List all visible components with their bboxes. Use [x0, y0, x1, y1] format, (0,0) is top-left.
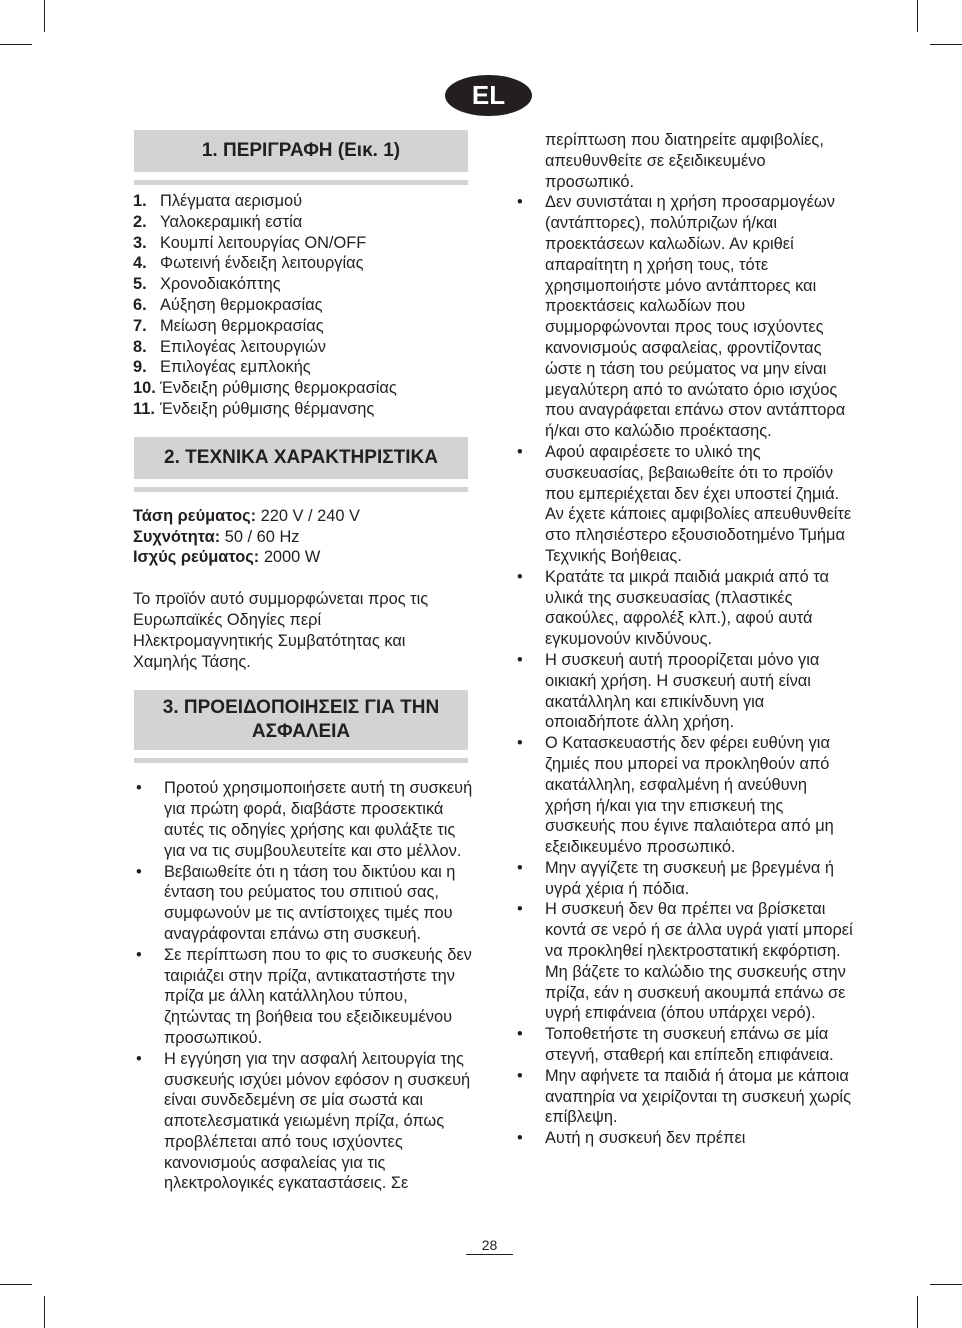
list-item	[133, 295, 473, 316]
spec-label: Τάση ρεύματος:	[133, 506, 257, 525]
list-item	[133, 1049, 473, 1195]
list-item	[133, 316, 473, 337]
item-text: Ο Κατασκευαστής δεν φέρει ευθύνη για ζημιές που μπορεί να προκληθούν από ακατάλληλη, εσφαλμένη ή ανεύθυνη χρήση ή/και για την επισκευή της συσκευής που έγινε παλαιότερα από μη εξειδικευμένο προσωπικό.	[545, 734, 834, 857]
page-number: 28	[466, 1237, 513, 1255]
item-text: Ένδειξη ρύθμισης θέρμανσης	[160, 399, 375, 418]
list-item	[133, 337, 473, 358]
item-number: 8.	[133, 337, 147, 356]
bullet-icon: •	[136, 779, 142, 798]
list-item	[514, 1128, 854, 1149]
item-text: Τοποθετήστε τη συσκευή επάνω σε μία στεγνή, σταθερή και επίπεδη επιφάνεια.	[545, 1025, 834, 1065]
crop-mark	[0, 1284, 32, 1285]
item-number: 10.	[133, 379, 156, 398]
list-item-continuation	[514, 130, 854, 192]
bullet-icon: •	[517, 1025, 523, 1044]
item-text: Βεβαιωθείτε ότι η τάση του δικτύου και η ένταση του ρεύματος του σπιτιού σας, συμφωνούν με τις αντίστοιχες τιμές που αναγράφονται επάνω στη συσκευή.	[164, 862, 456, 943]
section-header-specs: 2. ΤΕΧΝΙΚΑ ΧΑΡΑΚΤΗΡΙΣΤΙΚΑ	[134, 437, 468, 479]
bullet-icon: •	[517, 1129, 523, 1148]
item-number: 7.	[133, 316, 147, 335]
left-column	[133, 130, 473, 1194]
item-text: Φωτεινή ένδειξη λειτουργίας	[160, 254, 364, 273]
bullet-icon: •	[517, 1066, 523, 1085]
spec-power	[133, 547, 473, 568]
section-header-safety	[134, 690, 468, 750]
item-number: 6.	[133, 295, 147, 314]
parts-list	[133, 191, 473, 420]
item-text: Επιλογέας λειτουργιών	[160, 337, 326, 356]
safety-list-right	[514, 130, 854, 1149]
item-text: Σε περίπτωση που το φις το συσκευής δεν ταιριάζει στην πρίζα, αντικαταστήστε την πρίζα με άλλη κατάλληλου τύπου, ζητώντας τη βοήθεια του εξειδικευμένου προσωπικού.	[164, 945, 472, 1047]
list-item	[514, 899, 854, 1024]
spec-label: Συχνότητα:	[133, 527, 221, 546]
bullet-icon: •	[136, 862, 142, 881]
item-text: Προτού χρησιμοποιήσετε αυτή τη συσκευή για πρώτη φορά, διαβάστε προσεκτικά αυτές τις οδηγίες χρήσης και φυλάξτε τις για να τις συμβουλευτείτε και στο μέλλον.	[164, 779, 473, 860]
list-item	[514, 650, 854, 733]
item-text: Ένδειξη ρύθμισης θερμοκρασίας	[160, 379, 397, 398]
bullet-icon: •	[517, 650, 523, 669]
bullet-icon: •	[517, 858, 523, 877]
list-item	[514, 567, 854, 650]
list-item	[133, 212, 473, 233]
spec-value: 220 V / 240 V	[260, 506, 360, 525]
list-item	[514, 1066, 854, 1128]
bullet-icon: •	[136, 945, 142, 964]
bullet-icon: •	[517, 900, 523, 919]
crop-mark	[930, 44, 962, 45]
item-text: Μην αγγίζετε τη συσκευή με βρεγμένα ή υγρά χέρια ή πόδια.	[545, 858, 835, 898]
section-divider	[134, 758, 468, 763]
item-text: Αύξηση θερμοκρασίας	[160, 295, 323, 314]
language-badge: EL	[445, 75, 532, 116]
list-item	[133, 945, 473, 1049]
item-text: περίπτωση που διατηρείτε αμφιβολίες, απευθυνθείτε σε εξειδικευμένο προσωπικό.	[545, 131, 824, 191]
spec-label: Ισχύς ρεύματος:	[133, 548, 260, 567]
spec-voltage	[133, 506, 473, 527]
specs-block	[133, 506, 473, 568]
item-number: 2.	[133, 212, 147, 231]
item-text: Χρονοδιακόπτης	[160, 275, 281, 294]
safety-title-line2: ΑΣΦΑΛΕΙΑ	[251, 721, 351, 743]
safety-title-line1: 3. ΠΡΟΕΙΔΟΠΟΙΗΣΕΙΣ ΓΙΑ ΤΗΝ	[162, 697, 440, 719]
list-item	[514, 192, 854, 442]
item-text: Η συσκευή δεν θα πρέπει να βρίσκεται κοντά σε νερό ή σε άλλα υγρά γιατί μπορεί να προκληθεί ηλεκτροστατική εκφόρτιση. Μη βάζετε το καλώδιο της συσκευής στην πρίζα, εάν η συσκευή ακουμπά επάνω σε υγρή επιφάνεια (όπου υπάρχει νερό).	[545, 900, 853, 1023]
item-number: 11.	[133, 399, 155, 418]
list-item	[133, 862, 473, 945]
crop-mark	[0, 44, 32, 45]
list-item	[514, 733, 854, 858]
bullet-icon: •	[517, 442, 523, 461]
list-item	[133, 274, 473, 295]
item-text: Υαλοκεραμική εστία	[160, 212, 303, 231]
section-header-description: 1. ΠΕΡΙΓΡΑΦΗ (Εικ. 1)	[134, 130, 468, 172]
item-text: Δεν συνιστάται η χρήση προσαρμογέων (αντάπτορες), πολύπριζων ή/και προεκτάσεων καλωδίων. Αν κριθεί απαραίτητη η χρήση τους, τότε χρησιμοποιήστε μόνο αντάπτορες και προεκτάσεις καλωδίων που συμμορφώνονται προς τους ισχύοντες κανονισμούς ασφαλείας, φροντίζοντας ώστε η τάση του ρεύματος να μην είναι μεγαλύτερη από το ανώτατο όριο ισχύος που αναγράφεται επάνω στον αντάπτορα ή/και στο καλώδιο προέκτασης.	[545, 193, 846, 441]
item-text: Επιλογέας εμπλοκής	[160, 358, 311, 377]
bullet-icon: •	[517, 734, 523, 753]
bullet-icon: •	[517, 567, 523, 586]
spec-frequency	[133, 527, 473, 548]
compliance-text: Το προϊόν αυτό συμμορφώνεται προς τις Ευρωπαϊκές Οδηγίες περί Ηλεκτρομαγνητικής Συμβατότητας και Χαμηλής Τάσης.	[133, 590, 429, 671]
item-text: Πλέγματα αερισμού	[160, 192, 303, 210]
crop-mark	[917, 1296, 918, 1328]
item-number: 1.	[133, 192, 147, 210]
item-text: Η εγγύηση για την ασφαλή λειτουργία της συσκευής ισχύει μόνον εφόσον η συσκευή είναι συνδεδεμένη σε μία σωστά και αποτελεσματικά γειωμένη πρίζα, όπως προβλέπεται από τους ισχύοντες κανονισμούς ασφαλείας για τις ηλεκτρολογικές εγκαταστάσεις. Σε	[164, 1049, 471, 1193]
bullet-icon: •	[136, 1049, 142, 1068]
list-item	[514, 442, 854, 567]
item-number: 4.	[133, 254, 147, 273]
item-number: 3.	[133, 233, 147, 252]
item-text: Μην αφήνετε τα παιδιά ή άτομα με κάποια αναπηρία να χειρίζονται τη συσκευή χωρίς επίβλεψη.	[545, 1066, 851, 1127]
spec-value: 50 / 60 Hz	[224, 527, 300, 546]
list-item	[133, 253, 473, 274]
list-item	[133, 778, 473, 861]
item-text: Κρατάτε τα μικρά παιδιά μακριά από τα υλικά της συσκευασίας (πλαστικές σακούλες, αφρολέξ κλπ.), αφού αυτά εγκυμονούν κινδύνους.	[545, 567, 829, 649]
list-item	[133, 191, 473, 212]
section-divider	[134, 487, 468, 492]
crop-mark	[44, 1296, 45, 1328]
right-column	[514, 130, 854, 1149]
item-text: Κουμπί λειτουργίας ON/OFF	[160, 233, 367, 252]
safety-list-left	[133, 778, 473, 1194]
bullet-icon: •	[517, 193, 523, 212]
list-item	[514, 858, 854, 900]
crop-mark	[917, 0, 918, 32]
item-number: 5.	[133, 275, 147, 294]
item-number: 9.	[133, 358, 147, 377]
section-divider	[134, 180, 468, 185]
list-item	[133, 399, 473, 420]
item-text: Αυτή η συσκευή δεν πρέπει	[545, 1129, 746, 1148]
list-item	[133, 233, 473, 254]
list-item	[514, 1024, 854, 1066]
crop-mark	[44, 0, 45, 32]
item-text: Αφού αφαιρέσετε το υλικό της συσκευασίας, βεβαιωθείτε ότι το προϊόν που εμπεριέχεται δεν έχει υποστεί ζημιά. Αν έχετε κάποιες αμφιβολίες απευθυνθείτε στο πλησιέστερο εξουσιοδοτημένο Τμήμα Τεχνικής Βοήθειας.	[545, 442, 852, 565]
crop-mark	[930, 1284, 962, 1285]
item-text: Μείωση θερμοκρασίας	[160, 316, 324, 335]
item-text: Η συσκευή αυτή προορίζεται μόνο για οικιακή χρήση. Η συσκευή αυτή είναι ακατάλληλη και επικίνδυνη για οποιαδήποτε άλλη χρήση.	[545, 650, 820, 732]
list-item	[133, 378, 473, 399]
list-item	[133, 357, 473, 378]
spec-value: 2000 W	[263, 548, 321, 567]
